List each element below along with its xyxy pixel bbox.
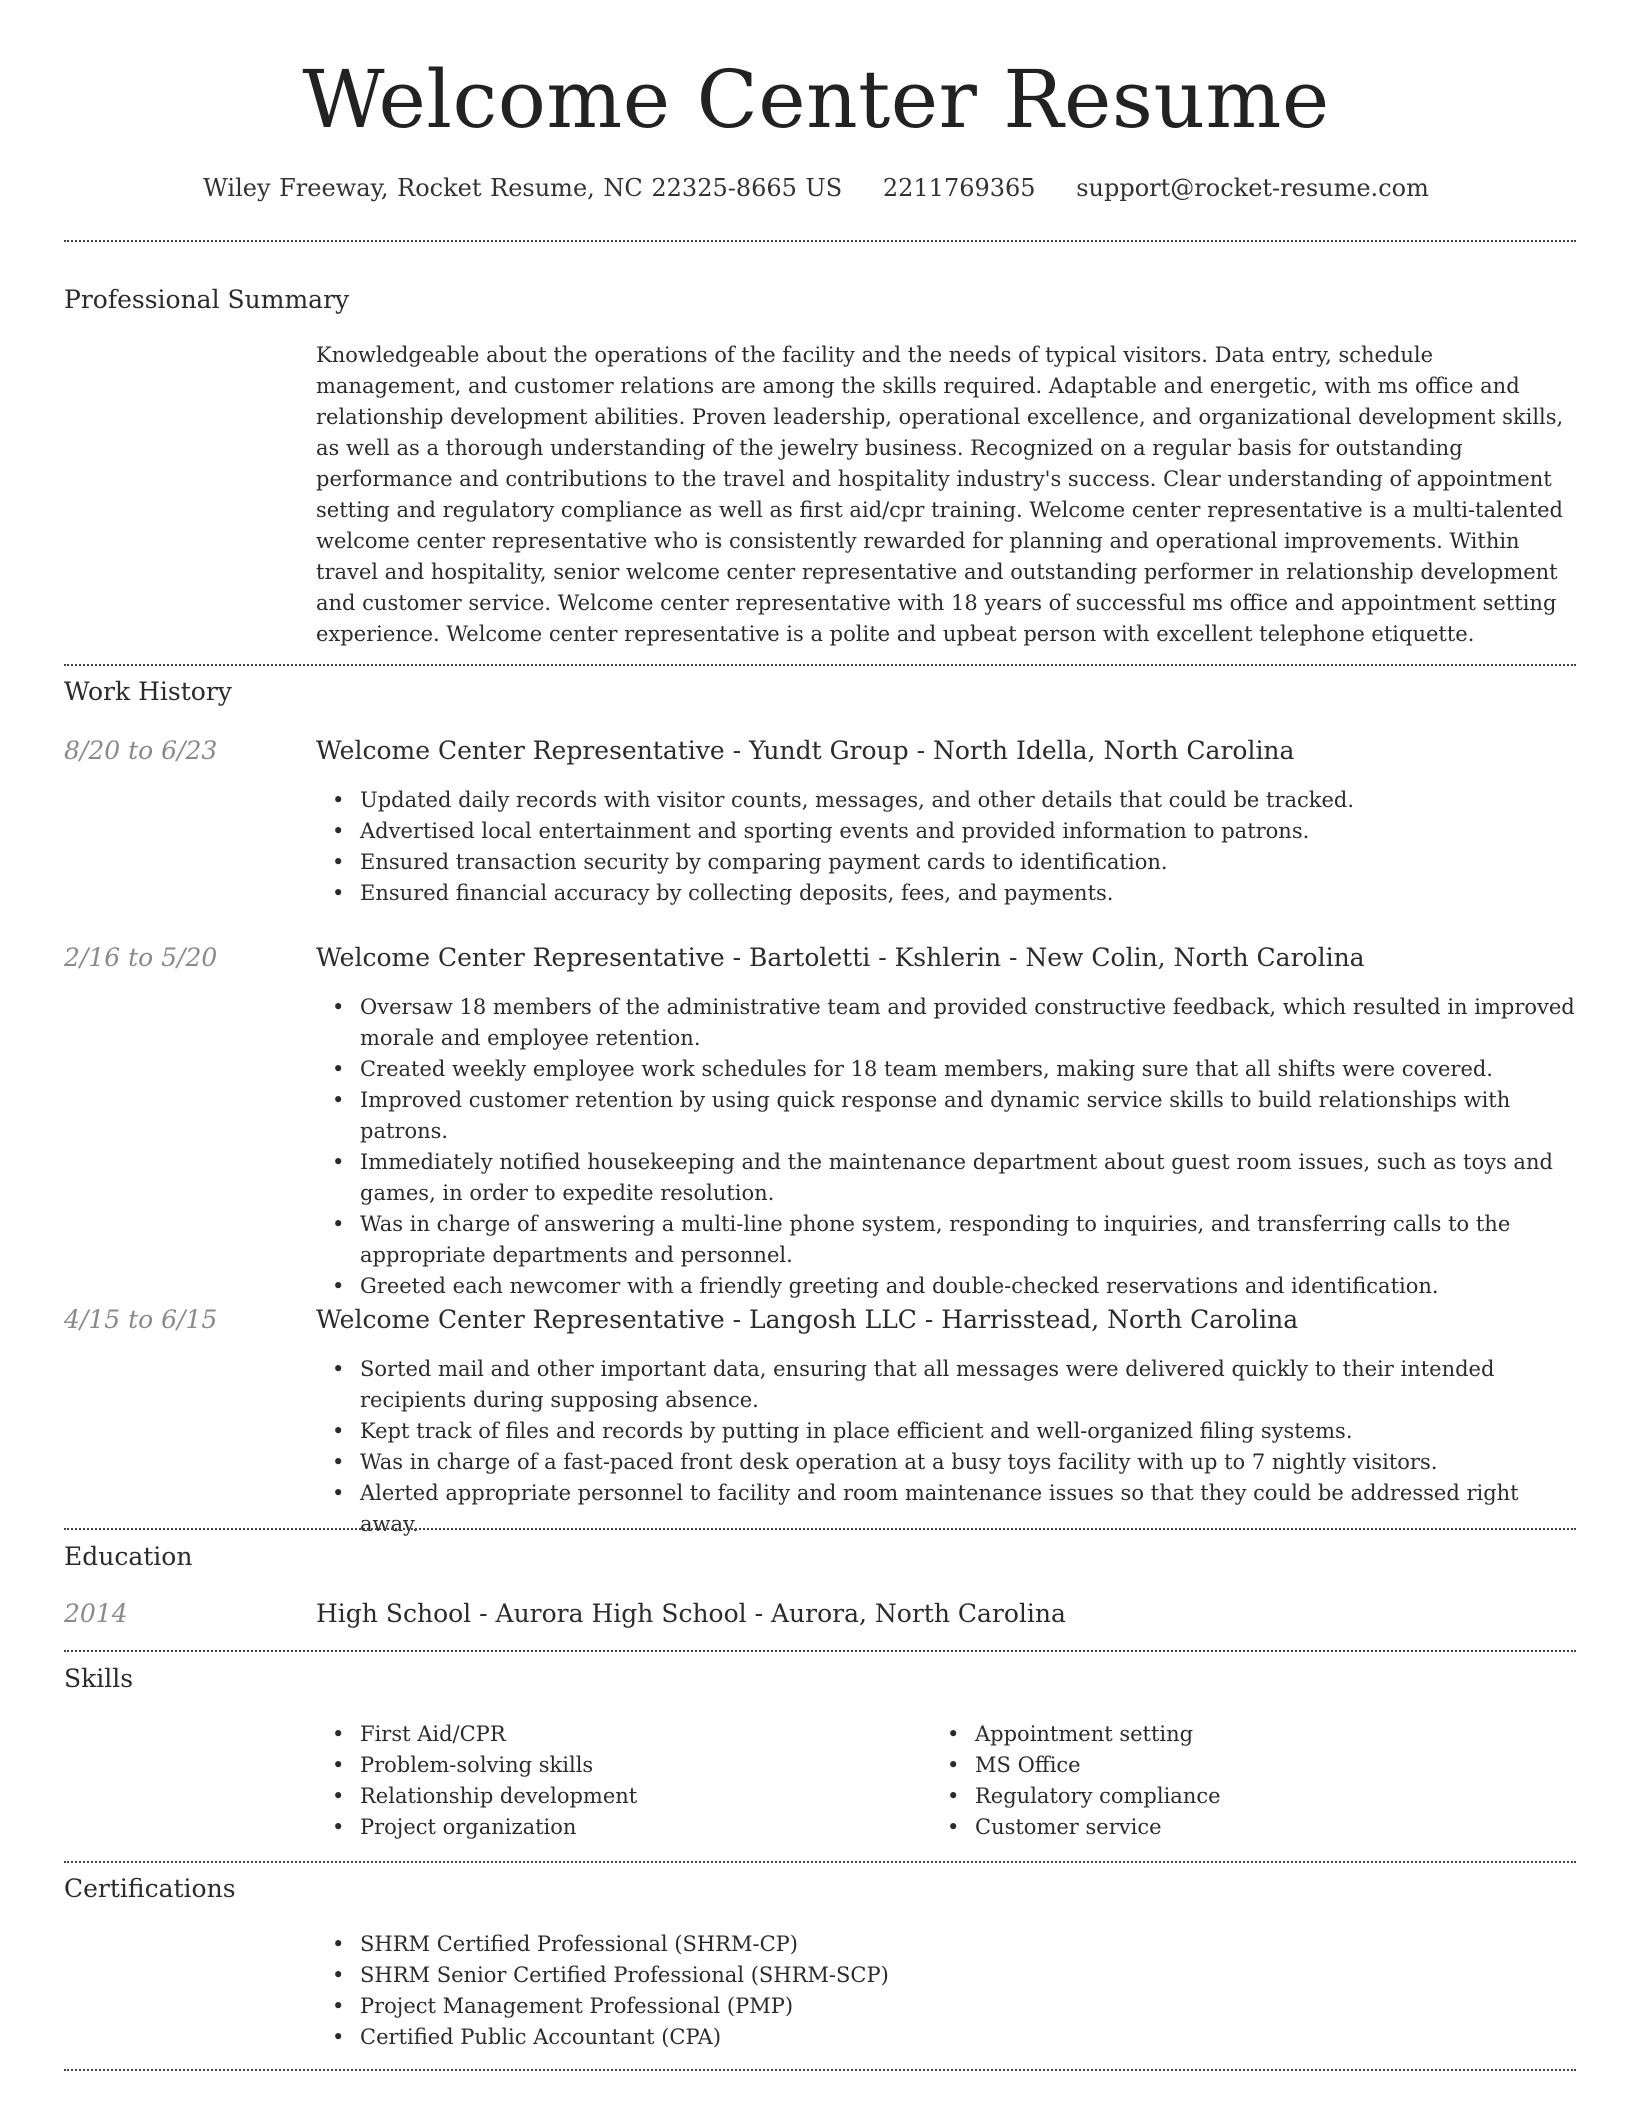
education-heading: Education [64,1542,193,1571]
summary-heading: Professional Summary [64,285,350,314]
list-item: • Immediately notified housekeeping and the maintenance department about guest room issues, such as toys and games, in order to expedite resolution. [316,1147,1576,1209]
list-item: • Was in charge of a fast-paced front desk operation at a busy toys facility with up to 7 nightly visitors. [316,1447,1576,1478]
list-item: • Advertised local entertainment and sporting events and provided information to patrons. [316,816,1576,847]
list-item: • Improved customer retention by using quick response and dynamic service skills to build relationships with patrons. [316,1085,1576,1147]
list-item: • MS Office [931,1750,1531,1781]
skills-list-left [316,1719,916,1843]
skills-heading: Skills [64,1664,134,1693]
resume-title: Welcome Center Resume [302,53,1330,146]
job-title: Welcome Center Representative - Langosh LLC - Harrisstead, North Carolina [316,1305,1299,1334]
list-item: • Customer service [931,1812,1531,1843]
section-divider [64,1528,1576,1530]
list-item: • Problem-solving skills [316,1750,916,1781]
list-item: • Project Management Professional (PMP) [316,1991,1316,2022]
list-item: • SHRM Certified Professional (SHRM-CP) [316,1929,1316,1960]
job-bullets [316,992,1576,1302]
contact-email: support@rocket-resume.com [1076,174,1429,202]
job-title: Welcome Center Representative - Bartoletti - Kshlerin - New Colin, North Carolina [316,943,1365,972]
list-item: • Project organization [316,1812,916,1843]
section-divider [64,1861,1576,1863]
list-item: • Ensured transaction security by comparing payment cards to identification. [316,847,1576,878]
work-history-heading: Work History [64,677,232,706]
skills-list-right [931,1719,1531,1843]
contact-address: Wiley Freeway, Rocket Resume, NC 22325-8665 US [203,174,843,202]
list-item: • Appointment setting [931,1719,1531,1750]
job-dates: 8/20 to 6/23 [64,736,218,765]
job-bullets [316,785,1576,909]
section-divider [64,240,1576,242]
contact-line [0,172,1632,204]
list-item: • Updated daily records with visitor counts, messages, and other details that could be tracked. [316,785,1576,816]
list-item: • Greeted each newcomer with a friendly greeting and double-checked reservations and identification. [316,1271,1576,1302]
contact-phone: 2211769365 [882,174,1036,202]
education-year: 2014 [64,1599,128,1628]
list-item: • Regulatory compliance [931,1781,1531,1812]
summary-text: Knowledgeable about the operations of the facility and the needs of typical visitors. Data entry, schedule management, and customer relations are among the skills required. Adaptable and energetic, with ms office and relationship development abilities. Proven leadership, operational excellence, and organizational development skills, as well as a thorough understanding of the jewelry business. Recognized on a regular basis for outstanding performance and contributions to the travel and hospitality industry's success. Clear understanding of appointment setting and regulatory compliance as well as first aid/cpr training. Welcome center representative is a multi-talented welcome center representative who is consistently rewarded for planning and operational improvements. Within travel and hospitality, senior welcome center representative and outstanding performer in relationship development and customer service. Welcome center representative with 18 years of successful ms office and appointment setting experience. Welcome center representative is a polite and upbeat person with excellent telephone etiquette. [316,343,1564,646]
section-divider [64,664,1576,666]
job-bullets [316,1354,1576,1540]
list-item: • Relationship development [316,1781,916,1812]
section-divider [64,2069,1576,2071]
list-item: • Ensured financial accuracy by collecting deposits, fees, and payments. [316,878,1576,909]
job-dates: 2/16 to 5/20 [64,943,218,972]
list-item: • Was in charge of answering a multi-line phone system, responding to inquiries, and transferring calls to the appropriate departments and personnel. [316,1209,1576,1271]
list-item: • Alerted appropriate personnel to facility and room maintenance issues so that they could be addressed right away. [316,1478,1576,1540]
job-dates: 4/15 to 6/15 [64,1305,218,1334]
list-item: • First Aid/CPR [316,1719,916,1750]
list-item: • Oversaw 18 members of the administrative team and provided constructive feedback, which resulted in improved morale and employee retention. [316,992,1576,1054]
list-item: • SHRM Senior Certified Professional (SHRM-SCP) [316,1960,1316,1991]
certifications-heading: Certifications [64,1874,236,1903]
section-divider [64,1650,1576,1652]
certifications-list [316,1929,1316,2053]
list-item: • Kept track of files and records by putting in place efficient and well-organized filing systems. [316,1416,1576,1447]
list-item: • Created weekly employee work schedules for 18 team members, making sure that all shifts were covered. [316,1054,1576,1085]
list-item: • Sorted mail and other important data, ensuring that all messages were delivered quickly to their intended recipients during supposing absence. [316,1354,1576,1416]
job-title: Welcome Center Representative - Yundt Group - North Idella, North Carolina [316,736,1295,765]
education-entry: High School - Aurora High School - Aurora, North Carolina [316,1599,1066,1628]
list-item: • Certified Public Accountant (CPA) [316,2022,1316,2053]
